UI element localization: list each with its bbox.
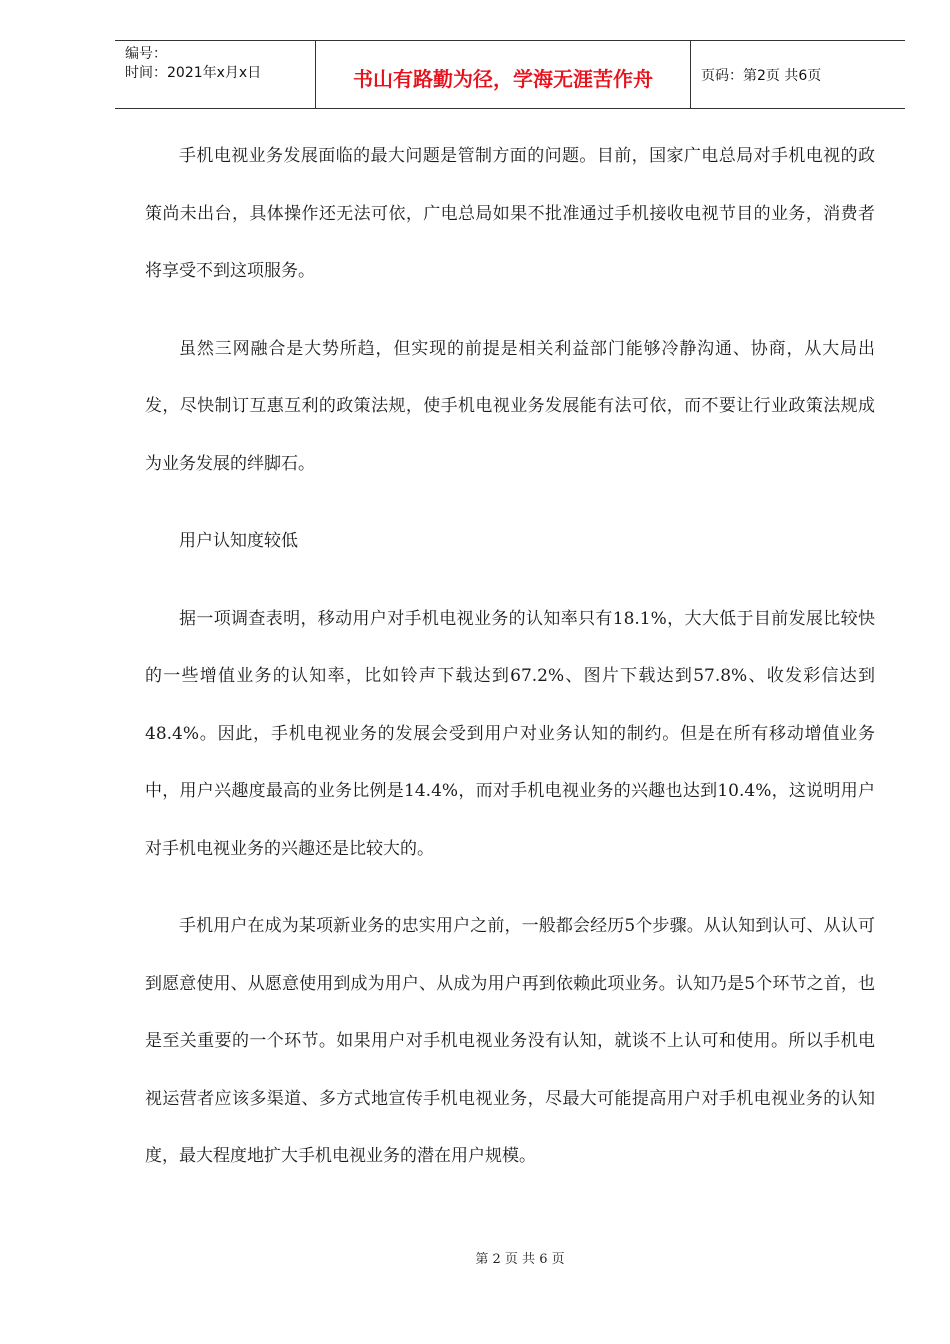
body-paragraph: 手机电视业务发展面临的最大问题是管制方面的问题。目前，国家广电总局对手机电视的政策尚未出台，具体操作还无法可依，广电总局如果不批准通过手机接收电视节目的业务，消费者将享受不到这项服务。: [145, 146, 875, 281]
page-header: [115, 40, 905, 109]
body-paragraph: 虽然三网融合是大势所趋，但实现的前提是相关利益部门能够冷静沟通、协商，从大局出发，尽快制订互惠互利的政策法规，使手机电视业务发展能有法可依，而不要让行业政策法规成为业务发展的绊脚石。: [145, 338, 875, 474]
document-body: [145, 128, 875, 1206]
document-number-label: 编号：: [125, 46, 167, 62]
header-motto-cell: [316, 41, 691, 108]
header-page-info: 页码：第2页 共6页: [701, 68, 822, 84]
header-page-cell: [691, 41, 905, 108]
page-footer: 第 2 页 共 6 页: [475, 1252, 565, 1267]
section-heading: 用户认知度较低: [179, 531, 298, 551]
body-paragraph: 据一项调查表明，移动用户对手机电视业务的认知率只有18.1%，大大低于目前发展比较快的一些增值业务的认知率，比如铃声下载达到67.2%、图片下载达到57.8%、收发彩信达到48.4%。因此，手机电视业务的发展会受到用户对业务认知的制约。但是在所有移动增值业务中，用户兴趣度最高的业务比例是14.4%，而对手机电视业务的兴趣也达到10.4%，这说明用户对手机电视业务的兴趣还是比较大的。: [145, 608, 875, 859]
document-date: 时间：2021年x月x日: [125, 65, 262, 81]
header-meta-cell: [115, 41, 316, 108]
body-paragraph: 手机用户在成为某项新业务的忠实用户之前，一般都会经历5个步骤。从认知到认可、从认可到愿意使用、从愿意使用到成为用户、从成为用户再到依赖此项业务。认知乃是5个环节之首，也是至关重要的一个环节。如果用户对手机电视业务没有认知，就谈不上认可和使用。所以手机电视运营者应该多渠道、多方式地宣传手机电视业务，尽最大可能提高用户对手机电视业务的认知度，最大程度地扩大手机电视业务的潜在用户规模。: [145, 916, 875, 1166]
header-motto: 书山有路勤为径，学海无涯苦作舟: [353, 67, 653, 91]
